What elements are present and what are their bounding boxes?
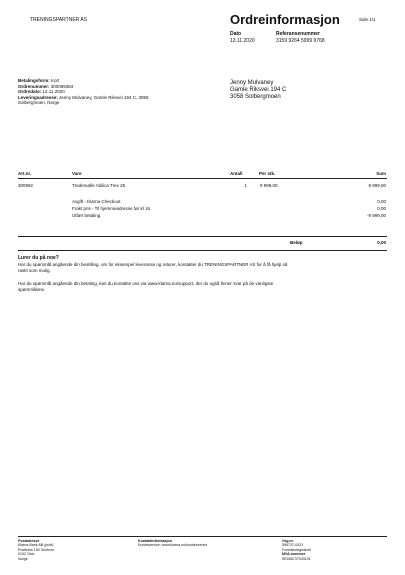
total-rule: [18, 236, 387, 237]
questions-p2-line1: Har du spørsmål angående din betaling, kan du kontakte oss via www.klarna.no/support, der du også finner svar på de vanligste: [18, 281, 274, 286]
table-row: [18, 183, 387, 189]
footer-org-label: Org.nr.: [282, 539, 294, 543]
extra-label: Avgift - Klarna Checkout: [72, 199, 121, 204]
col-header-artnr: Art.nr.: [18, 171, 32, 176]
footer-contact-label: Kontaktinformasjon: [138, 539, 172, 543]
orderdate-label: Ordredato:: [18, 89, 42, 94]
date-label: Dato: [230, 31, 242, 37]
row-antall: 1: [244, 183, 247, 188]
total-label: Beløp: [290, 240, 303, 245]
questions-p2-line2: spørsmålene.: [18, 286, 46, 292]
table-row: [18, 213, 387, 219]
delivery-label: Leveringsadresse:: [18, 94, 58, 100]
recipient-city: 3058 Solbergmoen: [230, 94, 281, 100]
footer-postal-line: Norge: [18, 556, 28, 561]
questions-heading: Lurer du på noe?: [18, 255, 59, 261]
footer-contact-line: Kundeservice: www.klarna.no/kundeservice: [138, 543, 208, 548]
delivery-value-line2: Solbergmoen, Norge: [18, 100, 60, 105]
row-artnr: 300992: [18, 183, 34, 188]
questions-paragraph-2: [18, 281, 387, 292]
questions-p1-line1: Har du spørsmål angående din bestilling, om for eksempel leveranse og returer, kontakter du TRENINGSPARTNER AS for å få hjelp så: [18, 262, 288, 267]
col-header-antall: Antall: [230, 171, 243, 176]
page-number: Side 1/1: [359, 17, 376, 22]
company-name: TRENINGSPARTNER AS: [30, 17, 88, 23]
total-value: 0,00: [377, 240, 386, 245]
footer-org: [282, 539, 311, 561]
table-row: [18, 199, 387, 205]
row-vare: Tredemølle Abilica Trex 25: [72, 183, 126, 188]
recipient-street: Gamle Riksvei 194 C: [230, 87, 287, 93]
payment-label: Betalingsform:: [18, 78, 50, 83]
footer-org-line: Foretaksregisteret: [282, 547, 311, 552]
footer-contact: [138, 539, 207, 548]
footer-postal-line: 0102 Oslo: [18, 552, 35, 557]
footer-postal-line: Klarna Bank AB (publ): [18, 543, 54, 548]
ordernr-label: Ordrenummer:: [18, 83, 50, 89]
col-header-vare: Vare: [72, 171, 82, 176]
ordernr-value: 300099384: [50, 83, 74, 89]
footer-rule: [18, 536, 387, 537]
table-row: [18, 206, 387, 212]
extra-sum: 0,00: [377, 206, 386, 211]
col-header-sum: Sum: [376, 171, 386, 176]
delivery-value-line1: Jenny Mulvaney, Gamle Riksvei 194 C, 3058: [59, 94, 149, 100]
extra-label: Frakt pris - Til hjemmeadresse før kl 16: [72, 206, 151, 211]
questions-paragraph-1: [18, 262, 387, 273]
order-info: [18, 78, 149, 106]
row-per-stk: 9 999,00: [260, 183, 278, 188]
payment-value: Kort: [51, 78, 60, 83]
row-sum: 9 999,00: [368, 183, 386, 188]
footer-org-line: 556737-0431: [282, 543, 304, 548]
reference-value: 3159 9264 5999 9768: [276, 38, 325, 44]
extra-label: Utført betaling: [72, 213, 101, 218]
orderdate-value: 12.11.2020: [42, 89, 65, 94]
reference-label: Referansenummer: [276, 31, 320, 37]
page-title: Ordreinformasjon: [230, 12, 340, 27]
recipient-name: Jenny Mulvaney: [230, 80, 274, 86]
questions-p1-line2: raskt som mulig.: [18, 267, 51, 273]
footer-postal-line: Postboks 150 Sentrum: [18, 547, 55, 552]
extra-sum: -9 999,00: [366, 213, 386, 218]
footer-postal-label: Postadresse: [18, 539, 40, 543]
extra-sum: 0,00: [377, 199, 386, 204]
col-header-per-stk: Per stk.: [259, 171, 276, 176]
table-header-rule: [18, 178, 387, 179]
footer-postal: [18, 539, 54, 561]
recipient-address: [230, 80, 286, 101]
footer-org-line: MVA-nummer: [282, 552, 306, 557]
date-value: 13.11.2020: [230, 38, 255, 44]
questions-rule: [18, 250, 387, 251]
footer-org-line: SE556737043101: [282, 556, 311, 561]
